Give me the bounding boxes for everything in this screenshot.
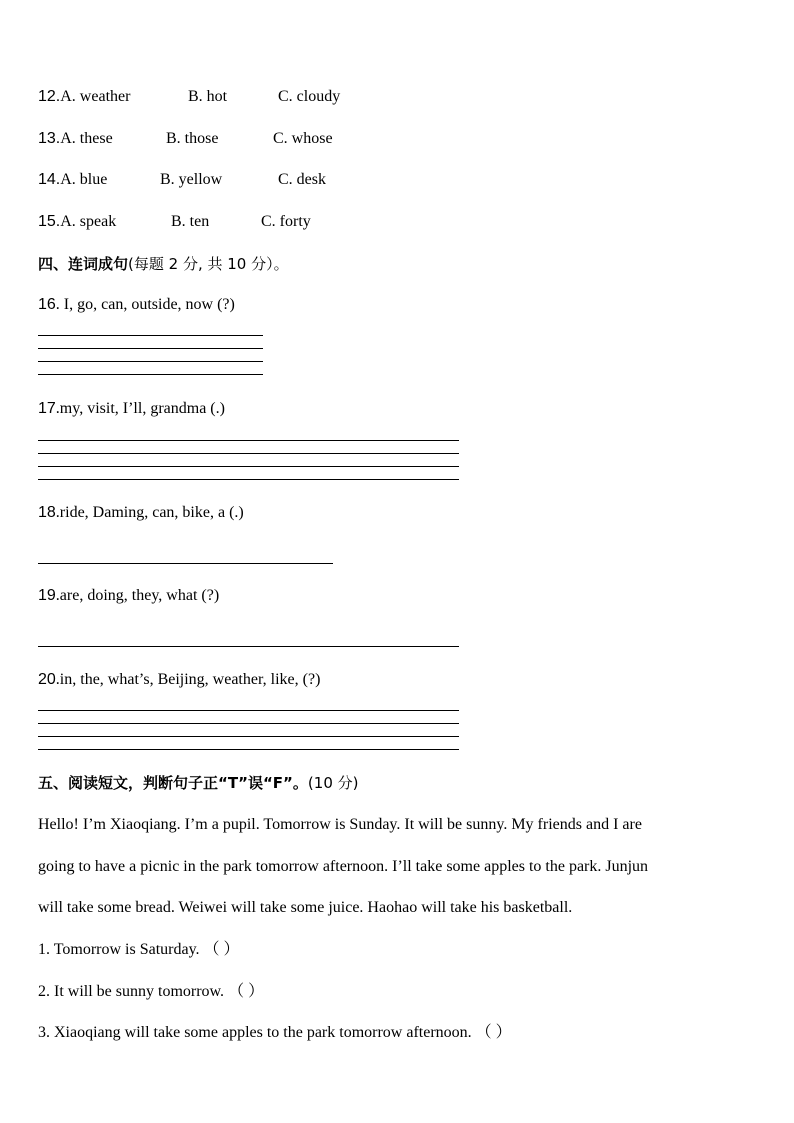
question-16: 16. I, go, can, outside, now (?) <box>38 296 235 313</box>
passage-line: will take some bread. Weiwei will take some juice. Haohao will take his basketball. <box>38 899 573 916</box>
answer-line[interactable] <box>38 440 459 441</box>
option-a: A. these <box>60 130 113 147</box>
answer-line[interactable] <box>38 453 459 454</box>
question-20: 20.in, the, what’s, Beijing, weather, like, (?) <box>38 671 321 688</box>
question-17: 17.my, visit, I’ll, grandma (.) <box>38 400 225 417</box>
answer-line[interactable] <box>38 710 459 711</box>
statement-3: 3. Xiaoqiang will take some apples to the park tomorrow afternoon. （ ） <box>38 1024 512 1041</box>
option-c: C. cloudy <box>278 88 341 105</box>
statement-1: 1. Tomorrow is Saturday. （ ） <box>38 941 240 958</box>
option-b: B. those <box>166 130 219 147</box>
answer-line[interactable] <box>38 563 333 564</box>
choice-row-15: 15.A. speak B. ten C. forty <box>38 213 311 230</box>
answer-line[interactable] <box>38 335 263 336</box>
option-b: B. ten <box>171 213 210 230</box>
answer-line[interactable] <box>38 479 459 480</box>
answer-line[interactable] <box>38 736 459 737</box>
section-4-heading: 四、连词成句(每题 2 分, 共 10 分）。 <box>38 255 289 273</box>
passage-line: going to have a picnic in the park tomorrow afternoon. I’ll take some apples to the park. Junjun <box>38 858 649 875</box>
option-c: C. whose <box>273 130 333 147</box>
option-a: A. blue <box>60 171 108 188</box>
answer-line[interactable] <box>38 646 459 647</box>
statement-2: 2. It will be sunny tomorrow. （ ） <box>38 983 265 1000</box>
answer-blank[interactable]: （ ） <box>475 1024 512 1041</box>
question-19: 19.are, doing, they, what (?) <box>38 587 220 604</box>
choice-row-14: 14.A. blue B. yellow C. desk <box>38 171 326 188</box>
option-c: C. forty <box>261 213 311 230</box>
answer-line[interactable] <box>38 348 263 349</box>
answer-line[interactable] <box>38 749 459 750</box>
answer-line[interactable] <box>38 723 459 724</box>
answer-blank[interactable]: （ ） <box>203 941 240 958</box>
passage-line: Hello! I’m Xiaoqiang. I’m a pupil. Tomorrow is Sunday. It will be sunny. My friends and I are <box>38 816 642 833</box>
option-b: B. yellow <box>160 171 223 188</box>
question-18: 18.ride, Daming, can, bike, a (.) <box>38 504 244 521</box>
section-5-heading: 五、阅读短文，判断句子正“T”误“F”。(10 分) <box>38 774 359 792</box>
option-a: A. speak <box>60 213 117 230</box>
answer-blank[interactable]: （ ） <box>228 983 265 1000</box>
answer-line[interactable] <box>38 361 263 362</box>
answer-line[interactable] <box>38 466 459 467</box>
choice-row-13: 13.A. these B. those C. whose <box>38 130 333 147</box>
option-c: C. desk <box>278 171 326 188</box>
choice-row-12: 12.A. weather B. hot C. cloudy <box>38 88 341 105</box>
option-b: B. hot <box>188 88 228 105</box>
answer-line[interactable] <box>38 374 263 375</box>
option-a: A. weather <box>60 88 131 105</box>
